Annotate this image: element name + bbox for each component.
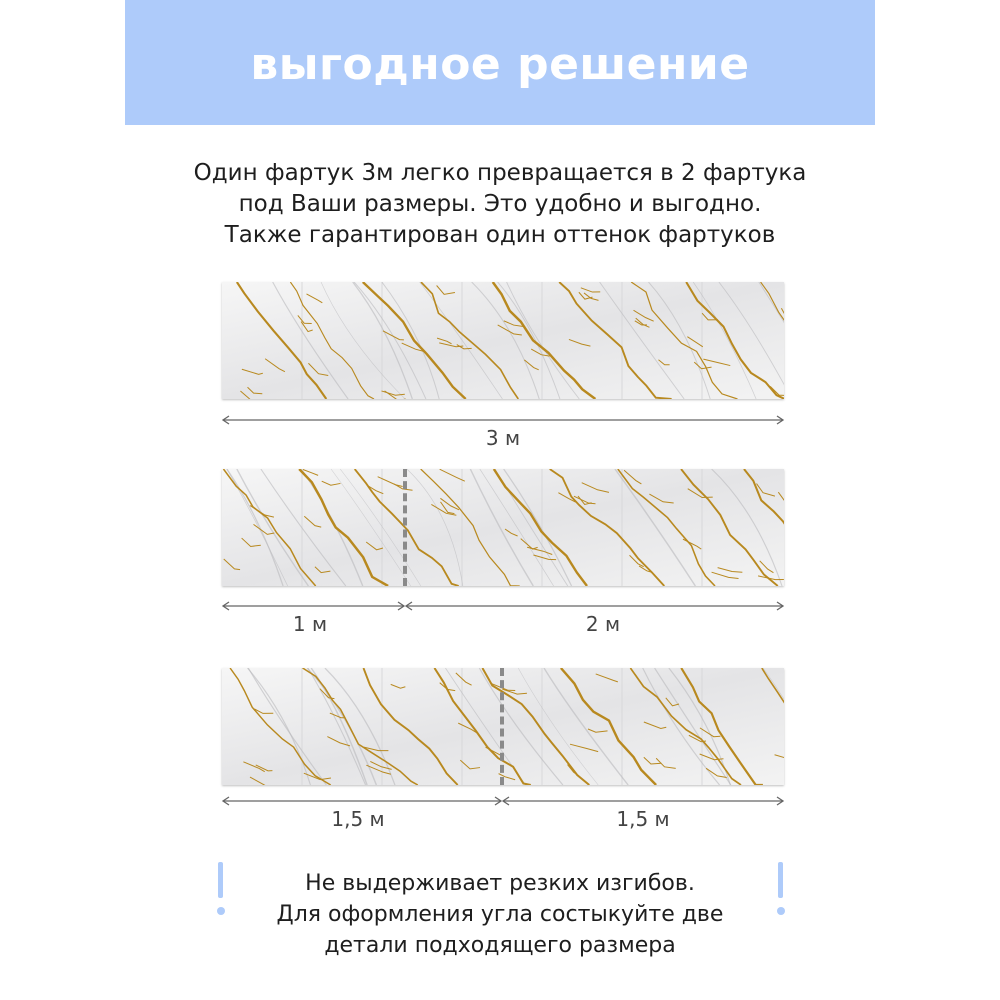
banner-title: выгодное решение: [250, 39, 750, 90]
dimension-label-1m: 1 м: [292, 612, 328, 636]
warning-text: [180, 868, 820, 961]
warning-line: Для оформления угла состыкуйте две: [276, 902, 724, 927]
dimension-label-1-5m-right: 1,5 м: [616, 807, 670, 831]
cut-line: [500, 668, 504, 785]
warning-line: детали подходящего размера: [324, 933, 676, 958]
exclamation-icon: [774, 862, 788, 922]
intro-line: Также гарантирован один оттенок фартуков: [224, 222, 776, 248]
dimension-label-2m: 2 м: [585, 612, 621, 636]
dimension-split-1-2: [222, 600, 784, 612]
intro-line: под Ваши размеры. Это удобно и выгодно.: [238, 191, 762, 217]
title-banner: [125, 0, 875, 125]
dimension-split-half: [222, 795, 784, 807]
dimension-label-3m: 3 м: [485, 426, 521, 450]
warning-line: Не выдерживает резких изгибов.: [305, 871, 695, 896]
marble-panel-split-1-2: [222, 469, 784, 586]
cut-line: [403, 469, 407, 586]
dimension-label-1-5m-left: 1,5 м: [331, 807, 385, 831]
marble-panel-split-half: [222, 668, 784, 785]
marble-panel-full: [222, 282, 784, 399]
dimension-full: [222, 414, 784, 426]
intro-text: [150, 158, 850, 251]
intro-line: Один фартук 3м легко превращается в 2 фартука: [193, 160, 807, 186]
